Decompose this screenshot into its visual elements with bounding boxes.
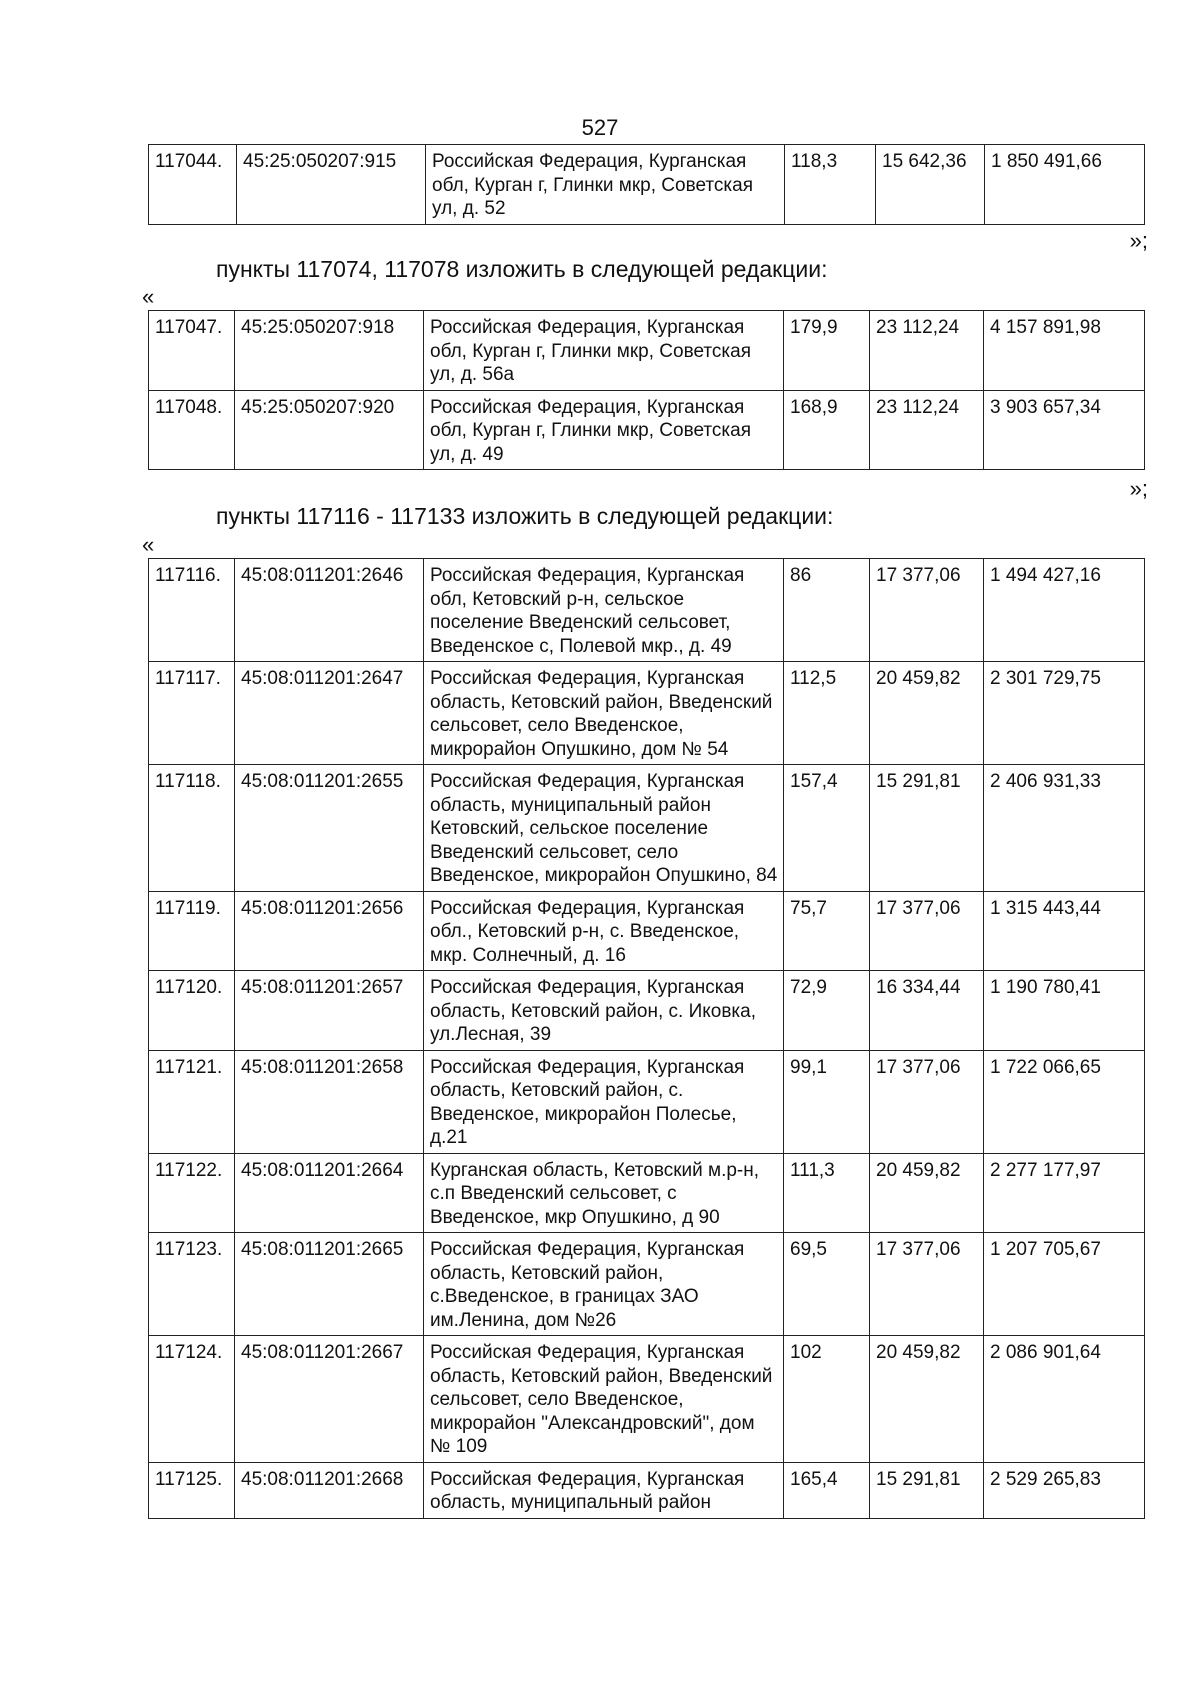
row-number-cell: 117047. — [149, 311, 235, 391]
cadastral-number-cell: 45:08:011201:2668 — [235, 1462, 424, 1518]
address-cell: Российская Федерация, Курганская область, муниципальный район — [424, 1462, 784, 1518]
table-row — [149, 1462, 1145, 1518]
area-cell: 118,3 — [785, 145, 876, 225]
table-row — [149, 662, 1145, 765]
table-row — [149, 145, 1145, 225]
unit-rate-cell: 20 459,82 — [870, 1336, 984, 1463]
instruction-1: пункты 117074, 117078 изложить в следующей редакции: — [216, 256, 828, 282]
cadastral-number-cell: 45:08:011201:2665 — [235, 1233, 424, 1336]
table-row — [149, 891, 1145, 971]
table-row — [149, 1336, 1145, 1463]
area-cell: 165,4 — [784, 1462, 870, 1518]
address-cell: Российская Федерация, Курганская обл., Кетовский р-н, с. Введенское, мкр. Солнечный, д. 16 — [424, 891, 784, 971]
table-row — [149, 1233, 1145, 1336]
cadastral-number-cell: 45:08:011201:2647 — [235, 662, 424, 765]
unit-rate-cell: 15 642,36 — [876, 145, 985, 225]
row-number-cell: 117116. — [149, 559, 235, 662]
registry-table-2 — [148, 310, 1145, 470]
address-cell: Российская Федерация, Курганская область, муниципальный район Кетовский, сельское поселение Введенский сельсовет, село Введенское, микрорайон Опушкино, 84 — [424, 765, 784, 892]
area-cell: 99,1 — [784, 1050, 870, 1153]
registry-table-1 — [148, 144, 1145, 225]
unit-rate-cell: 15 291,81 — [870, 765, 984, 892]
cadastral-value-cell: 1 207 705,67 — [984, 1233, 1145, 1336]
address-cell: Курганская область, Кетовский м.р-н, с.п Введенский сельсовет, с Введенское, мкр Опушкино, д 90 — [424, 1153, 784, 1233]
unit-rate-cell: 17 377,06 — [870, 1050, 984, 1153]
cadastral-value-cell: 3 903 657,34 — [984, 390, 1145, 470]
table-row — [149, 765, 1145, 892]
area-cell: 102 — [784, 1336, 870, 1463]
cadastral-value-cell: 2 406 931,33 — [984, 765, 1145, 892]
cadastral-value-cell: 1 190 780,41 — [984, 971, 1145, 1051]
row-number-cell: 117122. — [149, 1153, 235, 1233]
area-cell: 112,5 — [784, 662, 870, 765]
unit-rate-cell: 20 459,82 — [870, 662, 984, 765]
table-row — [149, 971, 1145, 1051]
instruction-2: пункты 117116 - 117133 изложить в следующей редакции: — [216, 503, 834, 529]
cadastral-value-cell: 2 301 729,75 — [984, 662, 1145, 765]
closing-quote-1: »; — [1129, 228, 1148, 253]
address-cell: Российская Федерация, Курганская обл, Курган г, Глинки мкр, Советская ул, д. 49 — [424, 390, 784, 470]
table-row — [149, 311, 1145, 391]
cadastral-value-cell: 4 157 891,98 — [984, 311, 1145, 391]
cadastral-number-cell: 45:08:011201:2664 — [235, 1153, 424, 1233]
table-row — [149, 390, 1145, 470]
address-cell: Российская Федерация, Курганская область, Кетовский район, с. Введенское, микрорайон Полесье, д.21 — [424, 1050, 784, 1153]
unit-rate-cell: 16 334,44 — [870, 971, 984, 1051]
area-cell: 69,5 — [784, 1233, 870, 1336]
row-number-cell: 117117. — [149, 662, 235, 765]
cadastral-number-cell: 45:25:050207:915 — [237, 145, 426, 225]
unit-rate-cell: 20 459,82 — [870, 1153, 984, 1233]
area-cell: 72,9 — [784, 971, 870, 1051]
area-cell: 179,9 — [784, 311, 870, 391]
address-cell: Российская Федерация, Курганская обл, Курган г, Глинки мкр, Советская ул, д. 56а — [424, 311, 784, 391]
cadastral-number-cell: 45:08:011201:2655 — [235, 765, 424, 892]
row-number-cell: 117120. — [149, 971, 235, 1051]
cadastral-number-cell: 45:08:011201:2658 — [235, 1050, 424, 1153]
page-number: 527 — [581, 115, 619, 140]
cadastral-value-cell: 1 850 491,66 — [985, 145, 1145, 225]
cadastral-value-cell: 1 315 443,44 — [984, 891, 1145, 971]
closing-quote-2: »; — [1129, 476, 1148, 501]
area-cell: 75,7 — [784, 891, 870, 971]
area-cell: 111,3 — [784, 1153, 870, 1233]
cadastral-value-cell: 2 086 901,64 — [984, 1336, 1145, 1463]
address-cell: Российская Федерация, Курганская область, Кетовский район, с. Иковка, ул.Лесная, 39 — [424, 971, 784, 1051]
area-cell: 157,4 — [784, 765, 870, 892]
unit-rate-cell: 17 377,06 — [870, 1233, 984, 1336]
unit-rate-cell: 17 377,06 — [870, 559, 984, 662]
unit-rate-cell: 23 112,24 — [870, 390, 984, 470]
cadastral-value-cell: 2 529 265,83 — [984, 1462, 1145, 1518]
address-cell: Российская Федерация, Курганская область, Кетовский район, Введенский сельсовет, село Введенское, микрорайон Опушкино, дом № 54 — [424, 662, 784, 765]
opening-quote-2: « — [142, 532, 155, 557]
address-cell: Российская Федерация, Курганская обл, Курган г, Глинки мкр, Советская ул, д. 52 — [426, 145, 785, 225]
row-number-cell: 117125. — [149, 1462, 235, 1518]
area-cell: 168,9 — [784, 390, 870, 470]
cadastral-number-cell: 45:25:050207:918 — [235, 311, 424, 391]
cadastral-value-cell: 1 494 427,16 — [984, 559, 1145, 662]
row-number-cell: 117121. — [149, 1050, 235, 1153]
address-cell: Российская Федерация, Курганская область, Кетовский район, с.Введенское, в границах ЗАО им.Ленина, дом №26 — [424, 1233, 784, 1336]
table-row — [149, 1050, 1145, 1153]
row-number-cell: 117044. — [149, 145, 237, 225]
row-number-cell: 117048. — [149, 390, 235, 470]
opening-quote-1: « — [142, 284, 155, 309]
cadastral-number-cell: 45:08:011201:2667 — [235, 1336, 424, 1463]
unit-rate-cell: 23 112,24 — [870, 311, 984, 391]
cadastral-number-cell: 45:08:011201:2646 — [235, 559, 424, 662]
address-cell: Российская Федерация, Курганская обл, Кетовский р-н, сельское поселение Введенский сельсовет, Введенское с, Полевой мкр., д. 49 — [424, 559, 784, 662]
row-number-cell: 117123. — [149, 1233, 235, 1336]
cadastral-number-cell: 45:08:011201:2656 — [235, 891, 424, 971]
row-number-cell: 117118. — [149, 765, 235, 892]
table-row — [149, 1153, 1145, 1233]
address-cell: Российская Федерация, Курганская область, Кетовский район, Введенский сельсовет, село Введенское, микрорайон "Александровский", дом № 109 — [424, 1336, 784, 1463]
row-number-cell: 117119. — [149, 891, 235, 971]
table-row — [149, 559, 1145, 662]
registry-table-3 — [148, 558, 1145, 1519]
unit-rate-cell: 15 291,81 — [870, 1462, 984, 1518]
unit-rate-cell: 17 377,06 — [870, 891, 984, 971]
area-cell: 86 — [784, 559, 870, 662]
cadastral-number-cell: 45:25:050207:920 — [235, 390, 424, 470]
row-number-cell: 117124. — [149, 1336, 235, 1463]
cadastral-number-cell: 45:08:011201:2657 — [235, 971, 424, 1051]
cadastral-value-cell: 1 722 066,65 — [984, 1050, 1145, 1153]
cadastral-value-cell: 2 277 177,97 — [984, 1153, 1145, 1233]
